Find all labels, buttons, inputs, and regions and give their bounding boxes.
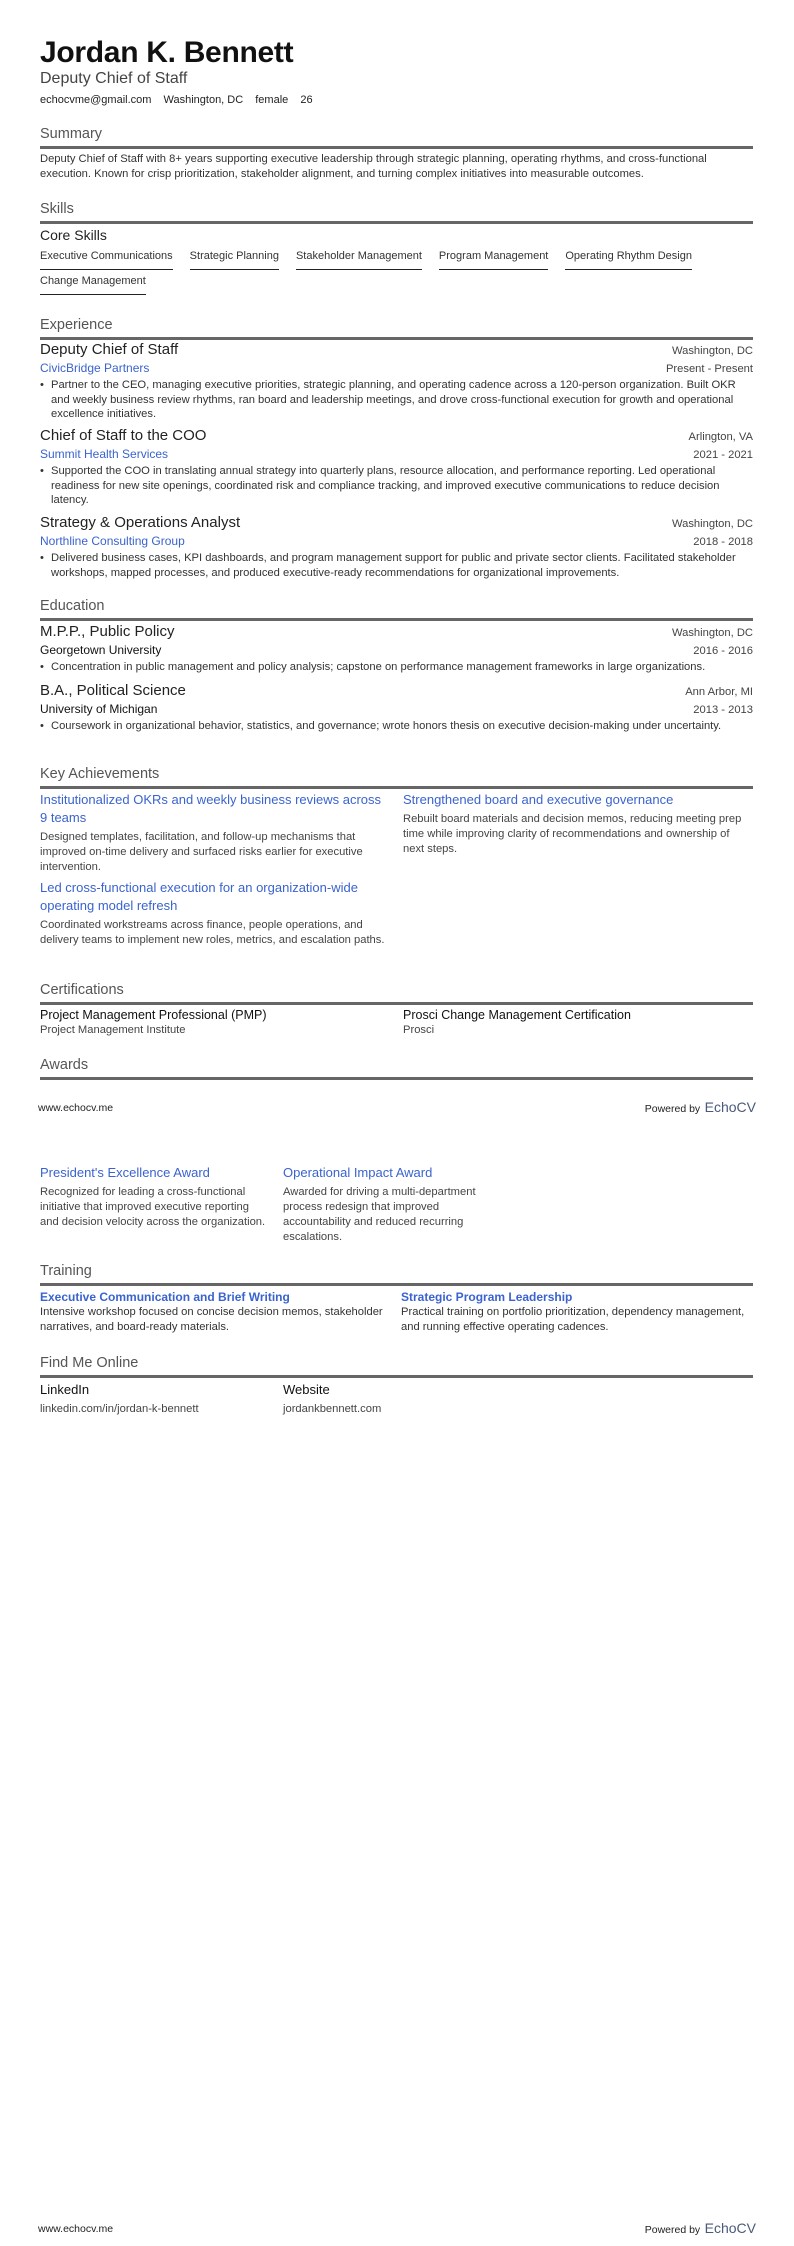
award-title: President's Excellence Award	[40, 1165, 210, 1180]
award-item	[283, 1164, 503, 1245]
achievement-desc: Designed templates, facilitation, and follow-up mechanisms that improved on-time delivery and surfaced risks earlier for executive intervention.	[40, 831, 363, 873]
degree: B.A., Political Science	[40, 682, 186, 699]
certification-issuer: Project Management Institute	[40, 1024, 186, 1036]
education-bullet: Coursework in organizational behavior, statistics, and governance; wrote honors thesis on executive decision-making under uncertainty.	[51, 720, 722, 732]
education-dates: 2013 - 2013	[693, 704, 753, 716]
powered-by	[645, 1099, 756, 1117]
certification-name: Prosci Change Management Certification	[403, 1008, 631, 1022]
education-bullet: Concentration in public management and policy analysis; capstone on performance management frameworks in large organizations.	[51, 661, 706, 673]
training-item	[401, 1289, 751, 1335]
job-bullet: Supported the COO in translating annual strategy into quarterly plans, resource allocation, and performance reporting. Led operational readiness for new site openings, coordinated risk and compliance tracking, and improved executive communications to reduce decision latency.	[51, 465, 720, 506]
school-name: University of Michigan	[40, 702, 158, 716]
skill-tag: Stakeholder Management	[296, 249, 422, 270]
section-heading-achievements: Key Achievements	[40, 765, 753, 789]
contact-age: 26	[300, 94, 313, 106]
company-name: Summit Health Services	[40, 447, 169, 461]
candidate-title: Deputy Chief of Staff	[40, 70, 188, 87]
certification-issuer: Prosci	[403, 1024, 435, 1036]
skill-tag: Executive Communications	[40, 249, 173, 270]
summary-text: Deputy Chief of Staff with 8+ years supporting executive leadership through strategic planning, operating rhythms, and cross-functional execution. Known for crisp prioritization, stakeholder alignment, and turning complex initiatives into measurable outcomes.	[40, 153, 707, 180]
linkedin-link[interactable]: linkedin.com/in/jordan-k-bennett	[40, 1403, 199, 1415]
powered-by-label: Powered by	[644, 2224, 701, 2236]
achievement-desc: Coordinated workstreams across finance, people operations, and delivery teams to implement new roles, metrics, and escalation paths.	[40, 919, 385, 946]
experience-item	[40, 427, 753, 508]
skills-list	[40, 249, 753, 295]
achievement-item	[403, 791, 748, 857]
job-title: Chief of Staff to the COO	[40, 427, 207, 444]
online-item	[40, 1381, 270, 1417]
section-heading-experience: Experience	[40, 316, 753, 340]
training-desc: Practical training on portfolio prioritization, dependency management, and running effective operating cadences.	[401, 1306, 745, 1333]
experience-item	[40, 514, 753, 580]
education-dates: 2016 - 2016	[693, 645, 753, 657]
candidate-name: Jordan K. Bennett	[40, 36, 294, 69]
contact-gender: female	[255, 94, 289, 106]
online-label: LinkedIn	[40, 1382, 90, 1397]
skill-tag: Change Management	[40, 274, 146, 295]
online-item	[283, 1381, 513, 1417]
job-location: Washington, DC	[671, 518, 753, 530]
footer-site-link[interactable]: www.echocv.me	[38, 1102, 114, 1114]
training-item	[40, 1289, 390, 1335]
job-dates: Present - Present	[665, 363, 753, 375]
award-desc: Recognized for leading a cross-functional initiative that improved executive reporting and decision velocity across the organization.	[40, 1186, 266, 1228]
award-item	[40, 1164, 270, 1230]
school-name: Georgetown University	[40, 643, 162, 657]
brand-logo[interactable]: EchoCV	[704, 1099, 756, 1115]
achievement-title: Led cross-functional execution for an organization-wide operating model refresh	[40, 880, 358, 913]
skill-tag: Program Management	[439, 249, 548, 270]
job-title: Strategy & Operations Analyst	[40, 514, 241, 531]
bullet-icon: •	[40, 379, 44, 391]
achievement-item	[40, 791, 385, 875]
job-location: Arlington, VA	[688, 431, 753, 443]
job-bullet: Delivered business cases, KPI dashboards, and program management support for public and private sector clients. Facilitated stakeholder workshops, mapped processes, and produced executive-ready recommendations for organizational improvements.	[51, 552, 736, 579]
section-heading-summary: Summary	[40, 125, 753, 149]
certification-name: Project Management Professional (PMP)	[40, 1008, 267, 1022]
section-heading-training: Training	[40, 1262, 753, 1286]
job-dates: 2021 - 2021	[693, 449, 753, 461]
skills-group-title: Core Skills	[40, 227, 107, 243]
achievement-title: Strengthened board and executive governance	[403, 792, 674, 807]
online-label: Website	[283, 1382, 330, 1397]
bullet-icon: •	[40, 552, 44, 564]
training-title: Strategic Program Leadership	[401, 1290, 573, 1304]
section-heading-awards: Awards	[40, 1056, 753, 1080]
job-bullet: Partner to the CEO, managing executive priorities, strategic planning, and operating cadence across a 120-person organization. Built OKR and weekly business review rhythms, ran board and leadership meetings, and drove cross-functional execution for growth and operational excellence initiatives.	[51, 379, 736, 420]
certification-item	[403, 1007, 753, 1038]
section-heading-online: Find Me Online	[40, 1354, 753, 1378]
award-desc: Awarded for driving a multi-department process redesign that improved accountability and reduced recurring escalations.	[283, 1186, 476, 1243]
job-title: Deputy Chief of Staff	[40, 341, 179, 358]
section-heading-skills: Skills	[40, 200, 753, 224]
powered-by	[645, 2220, 756, 2238]
contact-location: Washington, DC	[163, 94, 244, 106]
bullet-icon: •	[40, 465, 44, 477]
training-title: Executive Communication and Brief Writing	[40, 1290, 290, 1304]
job-location: Washington, DC	[671, 345, 753, 357]
school-location: Ann Arbor, MI	[685, 686, 753, 698]
training-desc: Intensive workshop focused on concise decision memos, stakeholder narratives, and board-ready materials.	[40, 1306, 383, 1333]
school-location: Washington, DC	[671, 627, 753, 639]
company-name: CivicBridge Partners	[40, 361, 150, 375]
website-link[interactable]: jordankbennett.com	[283, 1403, 382, 1415]
award-title: Operational Impact Award	[283, 1165, 433, 1180]
contact-line	[40, 94, 322, 106]
education-item	[40, 623, 753, 675]
section-heading-education: Education	[40, 597, 753, 621]
contact-email[interactable]: echocvme@gmail.com	[40, 94, 152, 106]
job-dates: 2018 - 2018	[693, 536, 753, 548]
education-item	[40, 682, 753, 734]
bullet-icon: •	[40, 661, 44, 673]
achievement-desc: Rebuilt board materials and decision memos, reducing meeting prep time while improving clarity of recommendations and ownership of next steps.	[403, 813, 742, 855]
achievement-item	[40, 879, 385, 948]
certification-item	[40, 1007, 390, 1038]
section-heading-certifications: Certifications	[40, 981, 753, 1005]
powered-by-label: Powered by	[644, 1103, 701, 1115]
company-name: Northline Consulting Group	[40, 534, 185, 548]
footer-site-link[interactable]: www.echocv.me	[38, 2223, 114, 2235]
brand-logo[interactable]: EchoCV	[704, 2220, 756, 2236]
bullet-icon: •	[40, 720, 44, 732]
experience-item	[40, 341, 753, 422]
skill-tag: Operating Rhythm Design	[565, 249, 692, 270]
degree: M.P.P., Public Policy	[40, 623, 175, 640]
skill-tag: Strategic Planning	[190, 249, 279, 270]
achievement-title: Institutionalized OKRs and weekly business reviews across 9 teams	[40, 792, 382, 825]
